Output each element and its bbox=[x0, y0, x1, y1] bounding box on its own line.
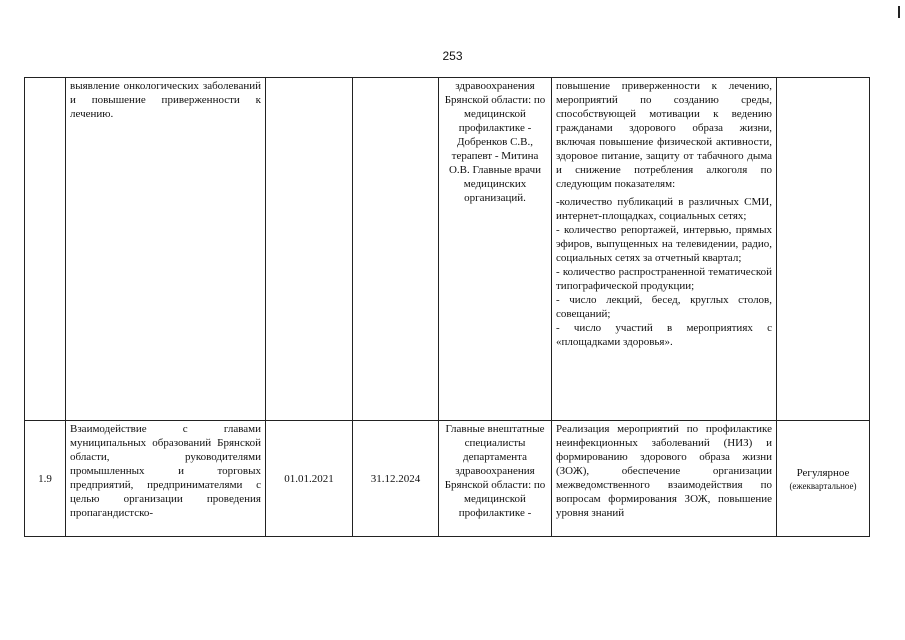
row-number-cell bbox=[25, 78, 66, 421]
task-cell: выявление онкологических заболеваний и повышение приверженности к лечению. bbox=[66, 78, 266, 421]
start-date-cell bbox=[266, 78, 353, 421]
row-number-cell: 1.9 bbox=[25, 421, 66, 537]
page-edge-mark bbox=[898, 6, 900, 18]
end-date-cell bbox=[353, 78, 439, 421]
frequency-note: (ежеквартальное) bbox=[789, 480, 857, 491]
table-row bbox=[25, 421, 870, 537]
responsible-cell: здравоохранения Брянской области: по медицинской профилактике - Добренков С.В., терапевт - Митина О.В. Главные врачи медицинских организаций. bbox=[439, 78, 552, 421]
page-number: 253 bbox=[442, 49, 463, 63]
responsible-cell: Главные внештатные специалисты департамента здравоохранения Брянской области: по медицинской профилактике - bbox=[439, 421, 552, 537]
start-date-cell: 01.01.2021 bbox=[266, 421, 353, 537]
indicator-item: - число участий в мероприятиях с «площадками здоровья». bbox=[556, 322, 772, 348]
indicator-item: - количество распространенной тематической типографической продукции; bbox=[556, 266, 772, 292]
result-intro: повышение приверженности к лечению, мероприятий по созданию среды, способствующей мотивации к ведению гражданами здорового образа жизни, включая повышение физической активности, здоровое питание, защиту от табачного дыма и снижение потребления алкоголя по следующим показателям: bbox=[556, 80, 772, 190]
end-date-cell: 31.12.2024 bbox=[353, 421, 439, 537]
indicator-item: - количество репортажей, интервью, прямых эфиров, выпущенных на телевидении, радио, социальных сетях за отчетный квартал; bbox=[556, 224, 772, 264]
result-cell: Реализация мероприятий по профилактике неинфекционных заболеваний (НИЗ) и формированию здорового образа жизни (ЗОЖ), обеспечение организации межведомственного взаимодействия по вопросам формирования ЗОЖ, повышение уровня знаний bbox=[552, 421, 777, 537]
plan-table bbox=[24, 77, 870, 537]
frequency-cell bbox=[777, 78, 870, 421]
table-row bbox=[25, 78, 870, 421]
result-cell bbox=[552, 78, 777, 421]
frequency-label: Регулярное bbox=[796, 466, 850, 479]
task-cell: Взаимодействие с главами муниципальных образований Брянской области, руководителями промышленных и торговых предприятий, предпринимателями с целью организации проведения пропагандистско- bbox=[66, 421, 266, 537]
indicator-item: - число лекций, бесед, круглых столов, совещаний; bbox=[556, 294, 772, 320]
indicator-item: -количество публикаций в различных СМИ, интернет-площадках, социальных сетях; bbox=[556, 196, 772, 222]
frequency-cell bbox=[777, 421, 870, 537]
